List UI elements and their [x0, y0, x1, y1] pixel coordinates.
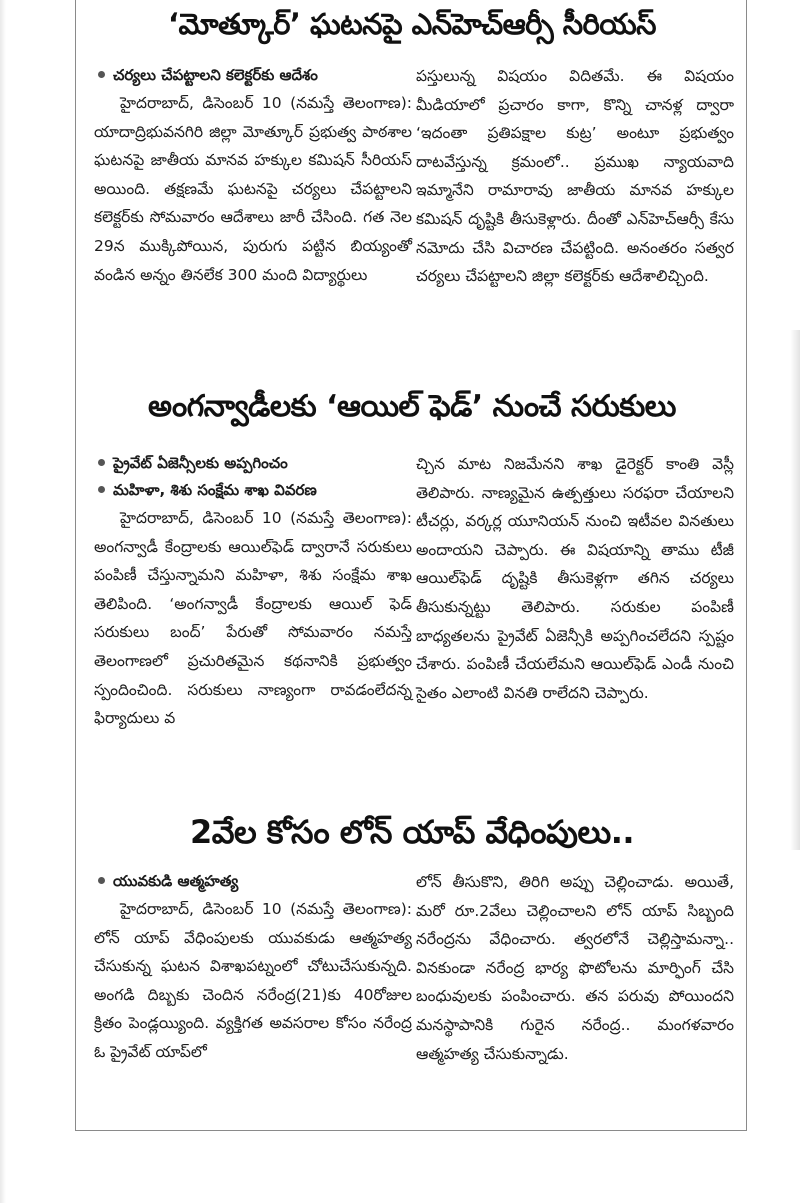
article-2-right-column	[416, 450, 734, 707]
article-1-bullet: చర్యలు చేపట్టాలని కలెక్టర్‌కు ఆదేశం	[94, 62, 412, 89]
article-1-headline: ‘మోత్కూర్’ ఘటనపై ఎన్‌హెచ్‌ఆర్సీ సీరియస్	[167, 7, 656, 41]
article-3-body-right: లోన్ తీసుకొని, తిరిగి అప్పు చెల్లించాడు. అయితే, మరో రూ.2వేలు చెల్లించాలని లోన్ యాప్ సిబ్బంది నరేంద్రను వేధించారు. త్వరలోనే చెల్లిస్తామన్నా.. వినకుండా నరేంద్ర భార్య ఫొటోలను మార్ఫింగ్ చేసి బంధువులకు పంపించారు. తన పరువు పోయిందని మనస్థాపానికి గురైన నరేంద్ర.. మంగళవారం ఆత్మహత్య చేసుకున్నాడు.	[416, 873, 734, 1063]
bullet-icon	[98, 71, 105, 78]
article-3-body-left: హైదరాబాద్, డిసెంబర్ 10 (నమస్తే తెలంగాణ): లోన్ యాప్ వేధింపులకు యువకుడు ఆత్మహత్య చేసుకున్న ఘటన విశాఖపట్నంలో చోటుచేసుకున్నది. అంగడి దిబ్బకు చెందిన నరేంద్ర(21)కు 40రోజుల క్రితం పెండ్లయ్యింది. వ్యక్తిగత అవసరాల కోసం నరేంద్ర ఓ ప్రైవేట్ యాప్‌లో	[94, 900, 412, 1061]
article-3-bullet: యువకుడి ఆత్మహత్య	[94, 868, 412, 895]
page-edge-shadow-right	[790, 330, 800, 850]
bullet-icon	[98, 877, 105, 884]
article-1-body-left: హైదరాబాద్, డిసెంబర్ 10 (నమస్తే తెలంగాణ): యాదాద్రిభువనగిరి జిల్లా మోత్కూర్ ప్రభుత్వ పాఠశాల ఘటనపై జాతీయ మానవ హక్కుల కమిషన్ సీరియస్ అయింది. తక్షణమే ఘటనపై చర్యలు చేపట్టాలని కలెక్టర్‌కు సోమవారం ఆదేశాలు జారీ చేసింది. గత నెల 29న ముక్కిపోయిన, పురుగు పట్టిన బియ్యంతో వండిన అన్నం తినలేక 300 మంది విద్యార్థులు	[94, 94, 412, 284]
article-2-headline: అంగన్వాడీలకు ‘ఆయిల్ ఫెడ్’ నుంచే సరుకులు	[148, 389, 676, 424]
article-3-right-column	[416, 868, 734, 1068]
article-3-left-column	[94, 868, 412, 1067]
bullet-icon	[98, 486, 105, 493]
article-3-headline: 2వేల కోసం లోన్ యాప్ వేధింపులు..	[189, 813, 635, 851]
bullet-icon	[98, 459, 105, 466]
page-edge-shadow	[0, 0, 6, 1203]
newspaper-clipping	[75, 0, 747, 1131]
article-2-body-right: చ్చిన మాట నిజమేనని శాఖ డైరెక్టర్ కాంతి వెస్లీ తెలిపారు. నాణ్యమైన ఉత్పత్తులు సరఫరా చేయాలని టీచర్లు, వర్కర్ల యూనియన్ నుంచి ఇటీవల వినతులు అందాయని చెప్పారు. ఈ విషయాన్ని తాము టీజీ ఆయిల్‌ఫెడ్ దృష్టికి తీసుకెళ్లగా తగిన చర్యలు తీసుకున్నట్టు తెలిపారు. సరుకుల పంపిణీ బాధ్యతలను ప్రైవేట్ ఏజెన్సీకి అప్పగించలేదని స్పష్టం చేశారు. పంపిణీ చేయలేమని ఆయిల్‌ఫెడ్ ఎండీ నుంచి సైతం ఎలాంటి వినతి రాలేదని చెప్పారు.	[416, 455, 734, 702]
article-1-right-column	[416, 62, 734, 291]
article-1-body-right: పస్తులున్న విషయం విదితమే. ఈ విషయం మీడియాలో ప్రచారం కాగా, కొన్ని చానళ్ల ద్వారా ‘ఇదంతా ప్రతిపక్షాల కుట్ర’ అంటూ ప్రభుత్వం దాటవేస్తున్న క్రమంలో.. ప్రముఖ న్యాయవాది ఇమ్మానేని రామారావు జాతీయ మానవ హక్కుల కమిషన్ దృష్టికి తీసుకెళ్లారు. దీంతో ఎన్‌హెచ్‌ఆర్సీ కేసు నమోదు చేసి విచారణ చేపట్టింది. అనంతరం సత్వర చర్యలు చేపట్టాలని జిల్లా కలెక్టర్‌కు ఆదేశాలిచ్చింది.	[416, 67, 734, 286]
article-1-left-column	[94, 62, 412, 289]
article-2-bullet-2: మహిళా, శిశు సంక్షేమ శాఖ వివరణ	[94, 477, 412, 504]
article-2-bullet-1: ప్రైవేట్ ఏజెన్సీలకు అప్పగించం	[94, 450, 412, 477]
article-2-body-left: హైదరాబాద్, డిసెంబర్ 10 (నమస్తే తెలంగాణ): అంగన్వాడీ కేంద్రాలకు ఆయిల్‌ఫెడ్ ద్వారానే సరుకులు పంపిణీ చేస్తున్నామని మహిళా, శిశు సంక్షేమ శాఖ తెలిపింది. ‘అంగన్వాడీ కేంద్రాలకు ఆయిల్ ఫెడ్ సరుకులు బంద్’ పేరుతో సోమవారం నమస్తే తెలంగాణలో ప్రచురితమైన కథనానికి ప్రభుత్వం స్పందించింది. సరుకులు నాణ్యంగా రావడంలేదన్న ఫిర్యాదులు వ	[94, 509, 412, 728]
article-2-left-column	[94, 450, 412, 733]
